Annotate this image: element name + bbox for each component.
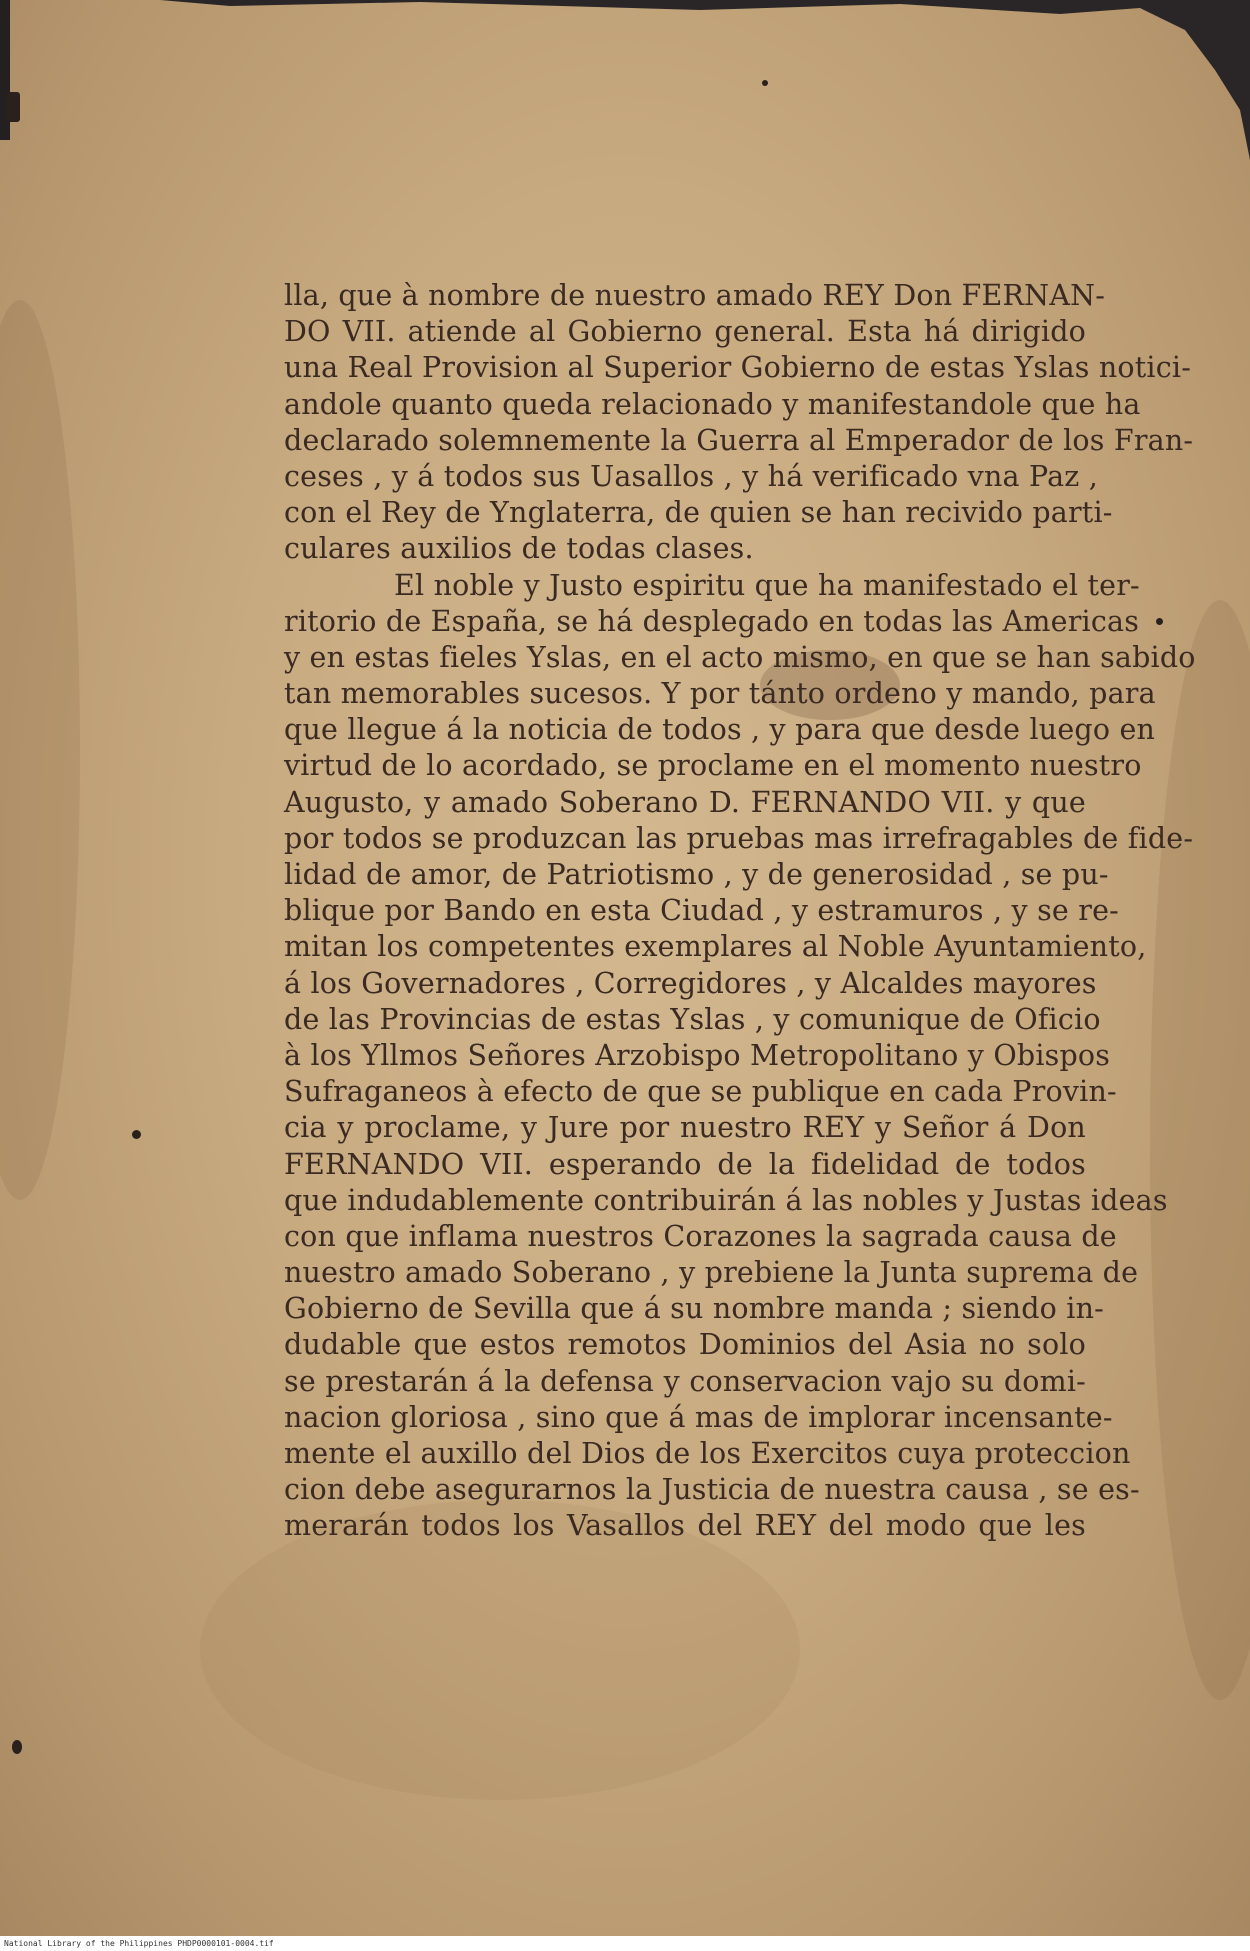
ink-mark	[12, 1740, 22, 1754]
text-line: se prestarán á la defensa y conservacion vajo su domi-	[284, 1364, 1086, 1398]
text-line: merarán todos los Vasallos del REY del modo que les	[284, 1509, 1086, 1543]
text-line: nacion gloriosa , sino que á mas de implorar incensante-	[284, 1400, 1113, 1434]
text-line: cion debe asegurarnos la Justicia de nuestra causa , se es-	[284, 1473, 1140, 1507]
ink-mark	[6, 92, 20, 122]
text-line: cia y proclame, y Jure por nuestro REY y Señor á Don	[284, 1111, 1086, 1145]
text-line: DO VII. atiende al Gobierno general. Esta há dirigido	[284, 315, 1086, 349]
text-line: nuestro amado Soberano , y prebiene la Junta suprema de	[284, 1256, 1139, 1290]
text-line: con que inflama nuestros Corazones la sagrada causa de	[284, 1219, 1117, 1253]
text-line: de las Provincias de estas Yslas , y comunique de Oficio	[284, 1002, 1101, 1036]
text-line: mente el auxillo del Dios de los Exercitos cuya proteccion	[284, 1437, 1131, 1470]
ink-mark	[1156, 618, 1163, 625]
text-line: virtud de lo acordado, se proclame en el momento nuestro	[284, 749, 1142, 783]
text-line: declarado solemnemente la Guerra al Emperador de los Fran-	[284, 423, 1194, 457]
text-line: Sufraganeos à efecto de que se publique en cada Provin-	[284, 1075, 1117, 1109]
text-line: ritorio de España, se há desplegado en todas las Americas	[284, 604, 1140, 638]
stain	[200, 1500, 800, 1800]
text-line: ceses , y á todos sus Uasallos , y há verificado vna Paz ,	[284, 459, 1098, 493]
text-line: lla, que à nombre de nuestro amado REY Don FERNAN-	[284, 279, 1106, 312]
text-line: tan memorables sucesos. Y por tánto ordeno y mando, para	[284, 677, 1156, 711]
text-line: Gobierno de Sevilla que á su nombre manda ; siendo in-	[284, 1292, 1105, 1326]
text-line: El noble y Justo espiritu que ha manifestado el ter-	[394, 568, 1140, 602]
text-line: y en estas fieles Yslas, en el acto mismo, en que se han sabido	[284, 640, 1196, 674]
text-line: FERNANDO VII. esperando de la fidelidad de todos	[284, 1147, 1086, 1181]
text-line: mitan los competentes exemplares al Noble Ayuntamiento,	[284, 930, 1147, 964]
text-line: con el Rey de Ynglaterra, de quien se han recivido parti-	[284, 496, 1113, 530]
text-line: culares auxilios de todas clases.	[284, 532, 754, 566]
ink-mark	[132, 1130, 141, 1139]
text-line: á los Governadores , Corregidores , y Alcaldes mayores	[284, 966, 1097, 1000]
ink-mark	[762, 80, 768, 86]
text-line: que llegue á la noticia de todos , y para que desde luego en	[284, 713, 1156, 747]
text-line: que indudablemente contribuirán á las nobles y Justas ideas	[284, 1183, 1168, 1217]
text-line: Augusto, y amado Soberano D. FERNANDO VII. y que	[284, 785, 1086, 819]
scan-footer-label: National Library of the Philippines PHDP0000101-0004.tif	[4, 1939, 274, 1948]
text-line: dudable que estos remotos Dominios del Asia no solo	[284, 1328, 1086, 1362]
document-body	[284, 278, 1196, 1545]
text-line: lidad de amor, de Patriotismo , y de generosidad , se pu-	[284, 858, 1109, 891]
text-line: blique por Bando en esta Ciudad , y estramuros , y se re-	[284, 894, 1119, 928]
text-line: à los Yllmos Señores Arzobispo Metropolitano y Obispos	[284, 1038, 1111, 1072]
text-line: por todos se produzcan las pruebas mas irrefragables de fide-	[284, 821, 1194, 855]
text-line: andole quanto queda relacionado y manifestandole que ha	[284, 387, 1141, 421]
text-line: una Real Provision al Superior Gobierno de estas Yslas notici-	[284, 351, 1192, 385]
